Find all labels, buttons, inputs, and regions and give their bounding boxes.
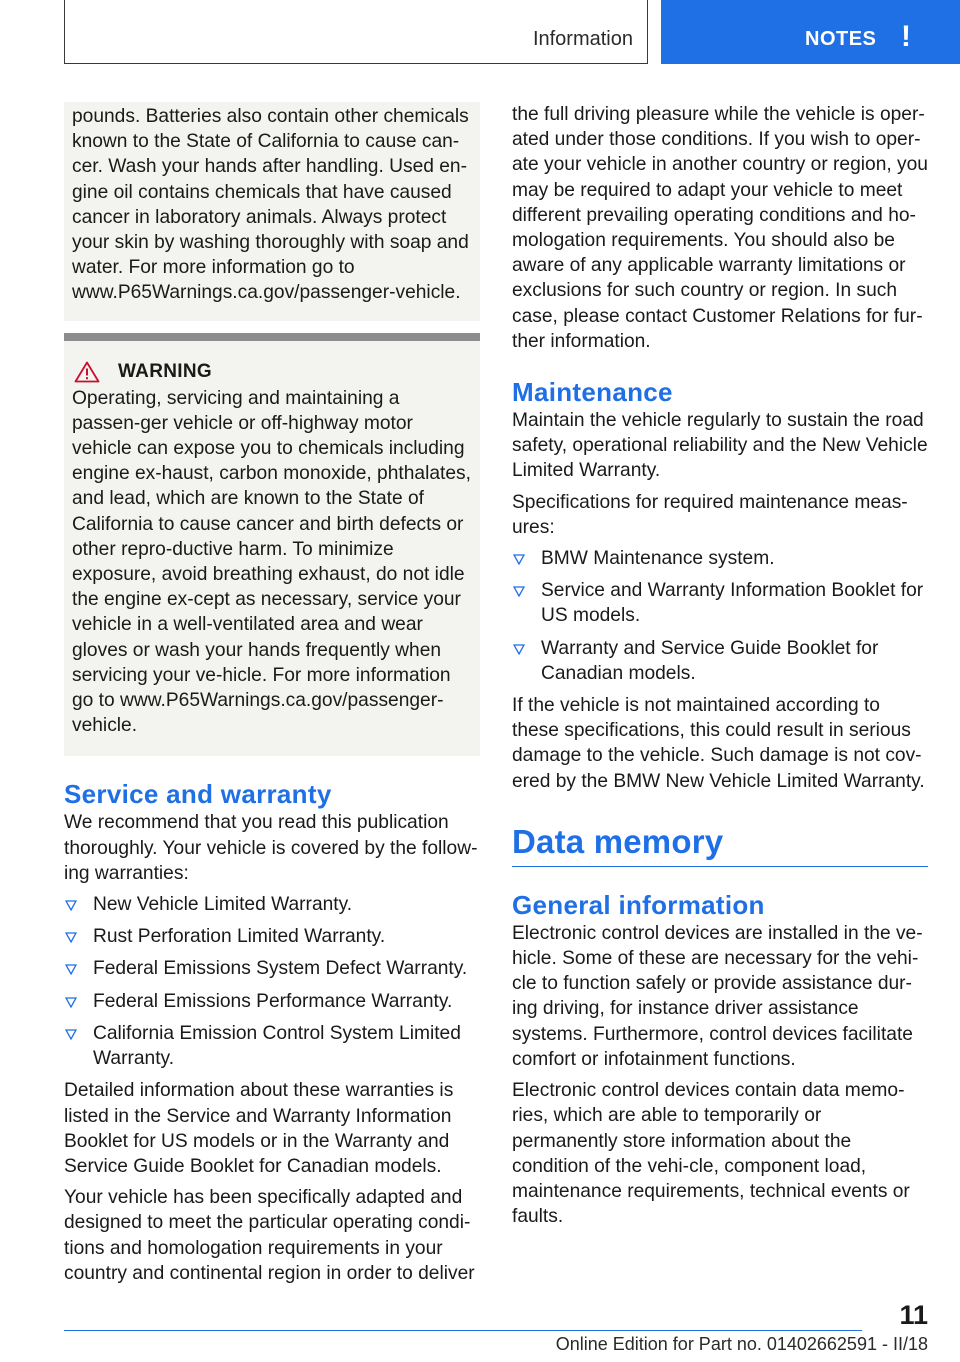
list-item (64, 892, 480, 917)
list-item-text: Rust Perforation Limited Warranty. (93, 926, 386, 948)
header-notes-tab (661, 0, 960, 64)
header-section-title: Information (532, 28, 633, 50)
list-item-text: Federal Emissions System Defect Warranty. (93, 958, 468, 980)
general-paragraph-2: Electronic control devices contain data memo-ries, which are able to temporarily or permanently store information about the condition of the vehi-cle, component load, maintenance requirements, technical events or faults. (512, 1080, 910, 1228)
list-item-text: Federal Emissions Performance Warranty. (93, 990, 453, 1012)
triangle-bullet-icon (513, 554, 525, 565)
maintenance-intro: Maintain the vehicle regularly to sustain the road safety, operational reliability and the New Vehicle Limited Warranty. (512, 410, 928, 482)
warning-triangle-icon (74, 361, 100, 383)
list-item-text: New Vehicle Limited Warranty. (93, 894, 353, 916)
list-item (64, 956, 480, 981)
service-detail: Detailed information about these warranties is listed in the Service and Warranty Information Booklet for US models or in the Warranty and Service Guide Booklet for Canadian models. (64, 1080, 454, 1177)
maintenance-spec-intro: Specifications for required maintenance meas-ures: (512, 491, 908, 538)
footer-edition: Online Edition for Part no. 01402662591 - II/18 (555, 1334, 928, 1354)
list-item (512, 578, 928, 628)
list-item (64, 1021, 480, 1071)
list-item (512, 636, 928, 686)
service-adapted: Your vehicle has been specifically adapted and designed to meet the particular operating condi-tions and homologation requirements in your country and continental region in order to deliver (64, 1187, 475, 1284)
footer-rule (64, 1330, 862, 1331)
triangle-bullet-icon (65, 900, 77, 911)
general-paragraph-1: Electronic control devices are installed in the ve-hicle. Some of these are necessary for the vehi-cle to function safely or provide assistance dur-ing driving, for instance driver assistance systems. Furthermore, control devices facilitate comfort or infotainment functions. (512, 922, 923, 1070)
list-item (64, 924, 480, 949)
continued-text: the full driving pleasure while the vehicle is oper-ated under those conditions. If you wish to oper-ate your vehicle in another country or region, you may be required to adapt your vehicle to meet different prevailing operating conditions and ho-mologation requirements. You should also be aware of any applicable warranty limitations or exclusions for such country or region. In such case, please contact Customer Relations for fur-ther information. (512, 104, 928, 352)
service-intro: We recommend that you read this publication thoroughly. Your vehicle is covered by the follow-ing warranties: (64, 812, 478, 884)
triangle-bullet-icon (65, 1029, 77, 1040)
header-section-box (64, 0, 648, 64)
warning-box (64, 333, 480, 757)
list-item-text: Service and Warranty Information Booklet for US models. (541, 580, 924, 627)
header-notes-label: NOTES (805, 28, 877, 50)
list-item-text: Warranty and Service Guide Booklet for Canadian models. (541, 637, 879, 684)
list-item (512, 546, 928, 571)
triangle-bullet-icon (513, 644, 525, 655)
list-item-text: California Emission Control System Limited Warranty. (93, 1022, 461, 1070)
service-warranty-heading: Service and warranty (64, 779, 332, 810)
triangle-bullet-icon (65, 932, 77, 943)
triangle-bullet-icon (513, 586, 525, 597)
general-information-heading: General information (512, 889, 765, 920)
triangle-bullet-icon (65, 964, 77, 975)
warranty-list (64, 892, 480, 1071)
maintenance-heading: Maintenance (512, 377, 673, 408)
warning-label: WARNING (118, 360, 212, 382)
chemicals-notice-box (64, 102, 480, 321)
triangle-bullet-icon (65, 997, 77, 1008)
list-item (64, 989, 480, 1014)
chemicals-notice-text: pounds. Batteries also contain other chemicals known to the State of California to cause can-cer. Wash your hands after handling. Used en-gine oil contains chemicals that have caused cancer in laboratory animals. Always protect your skin by washing thoroughly with soap and water. For more information go to www.P65Warnings.ca.gov/passenger-vehicle. (72, 106, 469, 304)
exclamation-icon: ! (901, 20, 911, 53)
page-number: 11 (899, 1300, 928, 1330)
warning-header (72, 359, 472, 385)
data-memory-heading: Data memory (512, 820, 928, 867)
left-column (64, 102, 480, 1286)
warning-text: Operating, servicing and maintaining a passen-ger vehicle or off-highway motor vehicle can expose you to chemicals including engine ex-haust, carbon monoxide, phthalates, and lead, which are known to the State of California to cause cancer and birth defects or other repro-ductive harm. To minimize exposure, avoid breathing exhaust, do not idle the engine ex-cept as necessary, service your vehicle in a well-ventilated area and wear gloves or wash your hands frequently when servicing your ve-hicle. For more information go to www.P65Warnings.ca.gov/passenger-vehicle. (72, 387, 471, 737)
maintenance-list (512, 546, 928, 686)
list-item-text: BMW Maintenance system. (541, 548, 775, 570)
maintenance-warning: If the vehicle is not maintained according to these specifications, this could result in serious damage to the vehicle. Such damage is not cov-ered by the BMW New Vehicle Limited Warranty. (512, 695, 925, 792)
right-column (512, 102, 928, 1229)
